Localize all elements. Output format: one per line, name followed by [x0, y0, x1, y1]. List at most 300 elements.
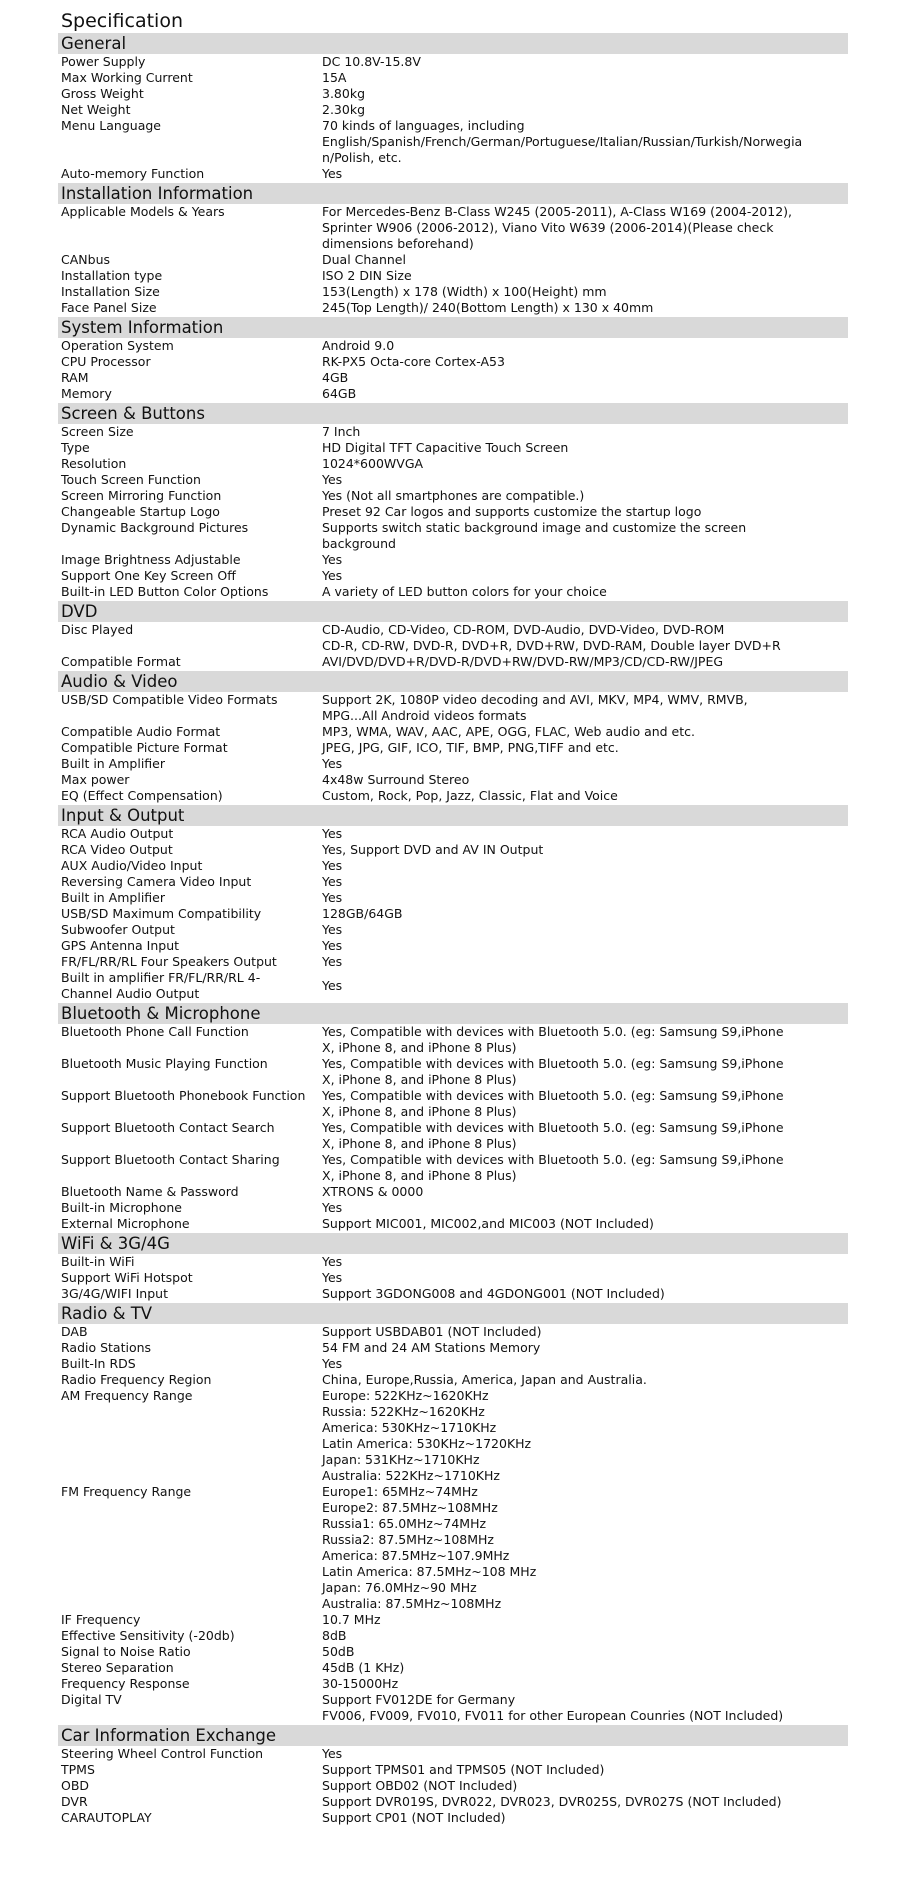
spec-value-line: For Mercedes-Benz B-Class W245 (2005-2011), A-Class W169 (2004-2012), [322, 204, 793, 219]
spec-label: TPMS [61, 1762, 95, 1777]
spec-label: Power Supply [61, 54, 146, 69]
spec-value [322, 1372, 848, 1388]
spec-label: Operation System [61, 338, 174, 353]
spec-row [58, 1120, 848, 1152]
spec-value-line: Australia: 522KHz~1710KHz [322, 1468, 500, 1483]
spec-label: Installation Size [61, 284, 160, 299]
spec-value [322, 772, 848, 788]
spec-value [322, 1794, 848, 1810]
spec-label: Image Brightness Adjustable [61, 552, 241, 567]
spec-row [58, 568, 848, 584]
spec-label: Dynamic Background Pictures [61, 520, 249, 535]
spec-value-line: JPEG, JPG, GIF, ICO, TIF, BMP, PNG,TIFF and etc. [322, 740, 619, 755]
spec-row [58, 424, 848, 440]
spec-row [58, 1184, 848, 1200]
spec-label: Installation type [61, 268, 163, 283]
spec-row [58, 386, 848, 402]
spec-row [58, 1810, 848, 1826]
spec-value-line: 245(Top Length)/ 240(Bottom Length) x 130 x 40mm [322, 300, 654, 315]
spec-value [322, 86, 848, 102]
spec-value [322, 54, 848, 70]
spec-label: Compatible Picture Format [61, 740, 228, 755]
spec-label: Digital TV [61, 1692, 122, 1707]
spec-label: Screen Size [61, 424, 134, 439]
spec-value [322, 1088, 848, 1120]
spec-value-line: Yes, Compatible with devices with Bluetooth 5.0. (eg: Samsung S9,iPhone [322, 1152, 784, 1167]
spec-value-line: Support MIC001, MIC002,and MIC003 (NOT Included) [322, 1216, 654, 1231]
spec-value-line: ISO 2 DIN Size [322, 268, 412, 283]
spec-row [58, 1612, 848, 1628]
spec-label: CARAUTOPLAY [61, 1810, 152, 1825]
spec-value [322, 890, 848, 906]
spec-section [58, 33, 848, 182]
spec-row [58, 1692, 848, 1724]
spec-label: Bluetooth Name & Password [61, 1184, 239, 1199]
spec-value [322, 1270, 848, 1286]
spec-value [322, 456, 848, 472]
spec-value-line: Yes [322, 568, 343, 583]
spec-value-line: n/Polish, etc. [322, 150, 402, 165]
spec-value-line: Yes [322, 1746, 343, 1761]
spec-label: Face Panel Size [61, 300, 157, 315]
spec-value-line: Yes [322, 890, 343, 905]
spec-label: Support Bluetooth Contact Search [61, 1120, 275, 1135]
spec-value-line: 64GB [322, 386, 357, 401]
spec-row [58, 204, 848, 252]
spec-label: Net Weight [61, 102, 131, 117]
spec-section [58, 1725, 848, 1826]
spec-label: CPU Processor [61, 354, 151, 369]
spec-label: Disc Played [61, 622, 134, 637]
section-heading: Bluetooth & Microphone [58, 1003, 848, 1024]
spec-label: Menu Language [61, 118, 161, 133]
spec-value-line: Russia1: 65.0MHz~74MHz [322, 1516, 487, 1531]
spec-row [58, 1024, 848, 1056]
spec-value [322, 874, 848, 890]
spec-label: Support Bluetooth Contact Sharing [61, 1152, 280, 1167]
spec-row [58, 166, 848, 182]
spec-label: Compatible Audio Format [61, 724, 221, 739]
section-heading: Radio & TV [58, 1303, 848, 1324]
spec-value [322, 1356, 848, 1372]
spec-value-line: Support OBD02 (NOT Included) [322, 1778, 518, 1793]
spec-value-line: 7 Inch [322, 424, 361, 439]
spec-row [58, 1340, 848, 1356]
spec-value-line: FV006, FV009, FV010, FV011 for other European Counries (NOT Included) [322, 1708, 784, 1723]
spec-section [58, 317, 848, 402]
spec-value-line: China, Europe,Russia, America, Japan and Australia. [322, 1372, 647, 1387]
spec-value-line: X, iPhone 8, and iPhone 8 Plus) [322, 1040, 517, 1055]
spec-value-line: 50dB [322, 1644, 355, 1659]
spec-row [58, 1484, 848, 1612]
spec-row [58, 284, 848, 300]
spec-row [58, 1644, 848, 1660]
spec-label: Bluetooth Music Playing Function [61, 1056, 268, 1071]
spec-value-line: 8dB [322, 1628, 347, 1643]
spec-value-line: Yes, Compatible with devices with Bluetooth 5.0. (eg: Samsung S9,iPhone [322, 1056, 784, 1071]
spec-label: Auto-memory Function [61, 166, 205, 181]
spec-value [322, 1200, 848, 1216]
spec-value-line: Yes [322, 1254, 343, 1269]
spec-row [58, 654, 848, 670]
spec-value [322, 654, 848, 670]
spec-row [58, 842, 848, 858]
spec-value-line: Europe1: 65MHz~74MHz [322, 1484, 478, 1499]
spec-label: Bluetooth Phone Call Function [61, 1024, 249, 1039]
spec-row [58, 1388, 848, 1484]
spec-row [58, 338, 848, 354]
spec-row [58, 740, 848, 756]
spec-value [322, 724, 848, 740]
section-heading: Screen & Buttons [58, 403, 848, 424]
spec-value [322, 488, 848, 504]
spec-value-line: Latin America: 530KHz~1720KHz [322, 1436, 532, 1451]
spec-value-line: 4x48w Surround Stereo [322, 772, 470, 787]
spec-value-line: Yes [322, 978, 343, 993]
spec-row [58, 1746, 848, 1762]
spec-value [322, 268, 848, 284]
spec-value-line: Yes [322, 756, 343, 771]
spec-row [58, 874, 848, 890]
spec-value-line: Support 2K, 1080P video decoding and AVI, MKV, MP4, WMV, RMVB, [322, 692, 748, 707]
spec-label: Built in Amplifier [61, 890, 165, 905]
spec-value-line: Yes [322, 1200, 343, 1215]
spec-row [58, 1660, 848, 1676]
spec-label: External Microphone [61, 1216, 190, 1231]
spec-label: Touch Screen Function [61, 472, 201, 487]
spec-value-line: CD-R, CD-RW, DVD-R, DVD+R, DVD+RW, DVD-RAM, Double layer DVD+R [322, 638, 781, 653]
spec-section [58, 1233, 848, 1302]
spec-row [58, 300, 848, 316]
spec-row [58, 1270, 848, 1286]
spec-label: IF Frequency [61, 1612, 141, 1627]
spec-value-line: XTRONS & 0000 [322, 1184, 424, 1199]
spec-label: Screen Mirroring Function [61, 488, 222, 503]
spec-section [58, 183, 848, 316]
spec-value [322, 284, 848, 300]
spec-label: Changeable Startup Logo [61, 504, 220, 519]
spec-row [58, 1356, 848, 1372]
spec-label: DAB [61, 1324, 88, 1339]
spec-label: Support One Key Screen Off [61, 568, 236, 583]
spec-row [58, 54, 848, 70]
spec-row [58, 906, 848, 922]
spec-value-line: Latin America: 87.5MHz~108 MHz [322, 1564, 537, 1579]
spec-row [58, 252, 848, 268]
spec-value [322, 622, 848, 654]
spec-label: Built-in WiFi [61, 1254, 135, 1269]
spec-value-line: 70 kinds of languages, including [322, 118, 525, 133]
spec-label: AM Frequency Range [61, 1388, 193, 1403]
spec-value-line: America: 87.5MHz~107.9MHz [322, 1548, 510, 1563]
spec-value-line: MP3, WMA, WAV, AAC, APE, OGG, FLAC, Web audio and etc. [322, 724, 695, 739]
spec-value-line: X, iPhone 8, and iPhone 8 Plus) [322, 1136, 517, 1151]
spec-value [322, 354, 848, 370]
spec-value [322, 1286, 848, 1302]
spec-value-line: Yes, Compatible with devices with Bluetooth 5.0. (eg: Samsung S9,iPhone [322, 1120, 784, 1135]
spec-row [58, 1056, 848, 1088]
spec-value [322, 568, 848, 584]
spec-label: Frequency Response [61, 1676, 190, 1691]
spec-value [322, 338, 848, 354]
spec-value-line: MPG...All Android videos formats [322, 708, 527, 723]
spec-label: CANbus [61, 252, 110, 267]
spec-value [322, 252, 848, 268]
spec-value-line: Yes [322, 1270, 343, 1285]
spec-label: Type [61, 440, 90, 455]
spec-label: Radio Frequency Region [61, 1372, 212, 1387]
spec-label: Resolution [61, 456, 127, 471]
spec-row [58, 1216, 848, 1232]
spec-label: Memory [61, 386, 112, 401]
spec-value-line: Yes [322, 166, 343, 181]
spec-value [322, 552, 848, 568]
spec-row [58, 520, 848, 552]
spec-value [322, 1692, 848, 1724]
spec-value-line: Sprinter W906 (2006-2012), Viano Vito W639 (2006-2014)(Please check [322, 220, 774, 235]
spec-value-line: Support TPMS01 and TPMS05 (NOT Included) [322, 1762, 605, 1777]
spec-label: RCA Audio Output [61, 826, 174, 841]
spec-row [58, 788, 848, 804]
spec-value [322, 1746, 848, 1762]
spec-value [322, 1644, 848, 1660]
spec-row [58, 456, 848, 472]
spec-value-line: Japan: 76.0MHz~90 MHz [322, 1580, 477, 1595]
spec-row [58, 1200, 848, 1216]
spec-row [58, 756, 848, 772]
spec-value [322, 788, 848, 804]
spec-value-line: English/Spanish/French/German/Portuguese/Italian/Russian/Turkish/Norwegia [322, 134, 803, 149]
spec-value-line: Supports switch static background image and customize the screen [322, 520, 747, 535]
spec-value [322, 1120, 848, 1152]
spec-value-line: 2.30kg [322, 102, 366, 117]
spec-row [58, 440, 848, 456]
spec-value-line: X, iPhone 8, and iPhone 8 Plus) [322, 1168, 517, 1183]
section-heading: Car Information Exchange [58, 1725, 848, 1746]
spec-value [322, 520, 848, 552]
spec-value [322, 472, 848, 488]
spec-label: OBD [61, 1778, 90, 1793]
spec-value [322, 370, 848, 386]
spec-label: Gross Weight [61, 86, 144, 101]
spec-value-line: 1024*600WVGA [322, 456, 424, 471]
spec-label: Reversing Camera Video Input [61, 874, 252, 889]
spec-row [58, 1778, 848, 1794]
section-heading: DVD [58, 601, 848, 622]
spec-value [322, 954, 848, 970]
spec-row [58, 70, 848, 86]
spec-row [58, 86, 848, 102]
spec-label: RAM [61, 370, 89, 385]
spec-section [58, 1303, 848, 1724]
section-heading: Input & Output [58, 805, 848, 826]
spec-label: Max Working Current [61, 70, 193, 85]
spec-value-line: AVI/DVD/DVD+R/DVD-R/DVD+RW/DVD-RW/MP3/CD/CD-RW/JPEG [322, 654, 724, 669]
spec-value [322, 1216, 848, 1232]
section-heading: General [58, 33, 848, 54]
spec-label: GPS Antenna Input [61, 938, 180, 953]
spec-value-line: Support CP01 (NOT Included) [322, 1810, 506, 1825]
spec-value [322, 504, 848, 520]
spec-value-line: 153(Length) x 178 (Width) x 100(Height) mm [322, 284, 607, 299]
spec-value [322, 1024, 848, 1056]
spec-value [322, 1388, 848, 1484]
spec-value [322, 1762, 848, 1778]
spec-label: Support WiFi Hotspot [61, 1270, 193, 1285]
spec-label: Built in amplifier FR/FL/RR/RL 4- Channel Audio Output [61, 970, 261, 1001]
spec-value-line: Yes, Support DVD and AV IN Output [322, 842, 544, 857]
spec-value-line: 4GB [322, 370, 349, 385]
spec-row [58, 622, 848, 654]
spec-value-line: Australia: 87.5MHz~108MHz [322, 1596, 502, 1611]
spec-value-line: Support FV012DE for Germany [322, 1692, 516, 1707]
spec-label: USB/SD Maximum Compatibility [61, 906, 262, 921]
spec-label: Subwoofer Output [61, 922, 175, 937]
spec-value-line: Support DVR019S, DVR022, DVR023, DVR025S, DVR027S (NOT Included) [322, 1794, 782, 1809]
spec-value [322, 1660, 848, 1676]
spec-row [58, 772, 848, 788]
spec-value-line: Yes [322, 1356, 343, 1371]
spec-row [58, 826, 848, 842]
spec-value-line: Yes [322, 472, 343, 487]
spec-value-line: 128GB/64GB [322, 906, 403, 921]
spec-label: Signal to Noise Ratio [61, 1644, 191, 1659]
spec-section [58, 671, 848, 804]
spec-label: Support Bluetooth Phonebook Function [61, 1088, 306, 1103]
spec-row [58, 890, 848, 906]
spec-row [58, 552, 848, 568]
spec-value-line: 3.80kg [322, 86, 366, 101]
spec-value-line: Support USBDAB01 (NOT Included) [322, 1324, 542, 1339]
spec-value-line: Yes, Compatible with devices with Bluetooth 5.0. (eg: Samsung S9,iPhone [322, 1088, 784, 1103]
spec-value-line: HD Digital TFT Capacitive Touch Screen [322, 440, 569, 455]
spec-label: FR/FL/RR/RL Four Speakers Output [61, 954, 277, 969]
spec-row [58, 268, 848, 284]
spec-value [322, 1340, 848, 1356]
spec-label: Built-In RDS [61, 1356, 136, 1371]
spec-value-line: Yes, Compatible with devices with Bluetooth 5.0. (eg: Samsung S9,iPhone [322, 1024, 784, 1039]
spec-row [58, 370, 848, 386]
spec-label: DVR [61, 1794, 88, 1809]
spec-label: Effective Sensitivity (-20db) [61, 1628, 235, 1643]
spec-value [322, 842, 848, 858]
spec-value-line: background [322, 536, 396, 551]
spec-value [322, 826, 848, 842]
spec-value [322, 1778, 848, 1794]
spec-value [322, 756, 848, 772]
spec-value-line: A variety of LED button colors for your choice [322, 584, 607, 599]
spec-row [58, 584, 848, 600]
spec-row [58, 472, 848, 488]
spec-row [58, 354, 848, 370]
spec-row [58, 1762, 848, 1778]
spec-label: FM Frequency Range [61, 1484, 192, 1499]
spec-value [322, 1324, 848, 1340]
spec-value-line: 15A [322, 70, 347, 85]
spec-label: 3G/4G/WIFI Input [61, 1286, 168, 1301]
spec-value [322, 1056, 848, 1088]
spec-row [58, 504, 848, 520]
spec-label: Built-in Microphone [61, 1200, 182, 1215]
spec-sections [58, 33, 848, 1826]
spec-page [58, 8, 848, 1826]
spec-row [58, 970, 848, 1002]
spec-value [322, 1676, 848, 1692]
spec-label: Applicable Models & Years [61, 204, 225, 219]
spec-label: Max power [61, 772, 130, 787]
spec-value-line: Support 3GDONG008 and 4GDONG001 (NOT Included) [322, 1286, 665, 1301]
section-heading: System Information [58, 317, 848, 338]
spec-value [322, 300, 848, 316]
spec-row [58, 938, 848, 954]
spec-value [322, 118, 848, 166]
spec-row [58, 1152, 848, 1184]
spec-value-line: Yes [322, 826, 343, 841]
spec-value-line: Custom, Rock, Pop, Jazz, Classic, Flat and Voice [322, 788, 618, 803]
spec-row [58, 1794, 848, 1810]
spec-value [322, 1628, 848, 1644]
spec-value-line: 54 FM and 24 AM Stations Memory [322, 1340, 541, 1355]
spec-value [322, 1810, 848, 1826]
spec-value-line: X, iPhone 8, and iPhone 8 Plus) [322, 1072, 517, 1087]
spec-value [322, 1254, 848, 1270]
spec-value [322, 204, 848, 252]
spec-row [58, 1628, 848, 1644]
spec-label: Built-in LED Button Color Options [61, 584, 269, 599]
spec-label: Compatible Format [61, 654, 181, 669]
spec-value-line: CD-Audio, CD-Video, CD-ROM, DVD-Audio, DVD-Video, DVD-ROM [322, 622, 725, 637]
spec-value-line: America: 530KHz~1710KHz [322, 1420, 497, 1435]
spec-value [322, 978, 848, 994]
spec-value [322, 1152, 848, 1184]
spec-value [322, 692, 848, 724]
spec-value-line: Yes [322, 922, 343, 937]
spec-row [58, 692, 848, 724]
spec-value [322, 440, 848, 456]
spec-value-line: Yes [322, 938, 343, 953]
spec-row [58, 1088, 848, 1120]
spec-value [322, 1184, 848, 1200]
spec-value-line: RK-PX5 Octa-core Cortex-A53 [322, 354, 505, 369]
spec-value-line: Yes (Not all smartphones are compatible.) [322, 488, 585, 503]
spec-section [58, 601, 848, 670]
spec-value-line: Preset 92 Car logos and supports customize the startup logo [322, 504, 702, 519]
spec-section [58, 805, 848, 1002]
spec-value-line: dimensions beforehand) [322, 236, 474, 251]
spec-label: USB/SD Compatible Video Formats [61, 692, 278, 707]
section-heading: Installation Information [58, 183, 848, 204]
spec-value-line: Europe: 522KHz~1620KHz [322, 1388, 489, 1403]
spec-row [58, 1286, 848, 1302]
spec-value-line: Yes [322, 552, 343, 567]
section-heading: WiFi & 3G/4G [58, 1233, 848, 1254]
spec-section [58, 1003, 848, 1232]
spec-value-line: Russia: 522KHz~1620KHz [322, 1404, 485, 1419]
spec-label: AUX Audio/Video Input [61, 858, 203, 873]
section-heading: Audio & Video [58, 671, 848, 692]
spec-value-line: Yes [322, 954, 343, 969]
spec-value [322, 906, 848, 922]
spec-value [322, 1612, 848, 1628]
spec-row [58, 118, 848, 166]
spec-value-line: Japan: 531KHz~1710KHz [322, 1452, 480, 1467]
spec-row [58, 858, 848, 874]
spec-value-line: 30-15000Hz [322, 1676, 399, 1691]
spec-row [58, 1372, 848, 1388]
spec-value [322, 102, 848, 118]
spec-value-line: Yes [322, 874, 343, 889]
spec-row [58, 488, 848, 504]
